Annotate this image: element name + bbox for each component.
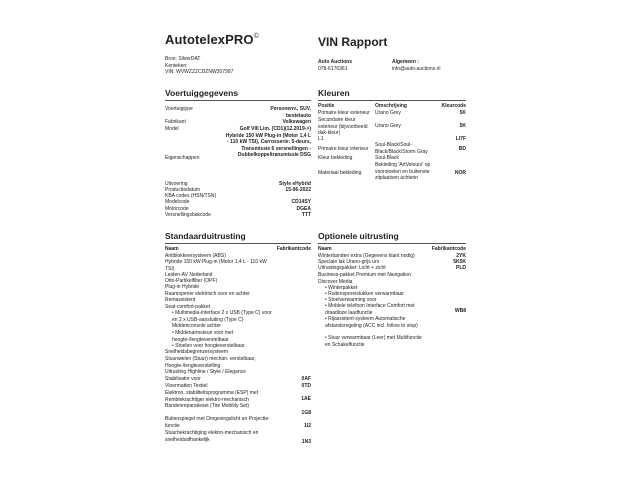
standard-section-title: Standaarduitrusting [165, 231, 246, 241]
standard-item: Hybride 150 kW Plug-in (Motor 1,4 L - 110 kW TSI) [165, 259, 267, 272]
color-code: NOR [454, 170, 466, 176]
vehicle-value: Style eHybrid [279, 181, 311, 187]
standard-item: • Stoelen voor hoogteverstelbaar [172, 343, 245, 349]
vehicle-value: CD14SY [291, 199, 311, 205]
colors-header-description: Omschrijving [375, 103, 407, 109]
vehicle-value: Personenv., SUV, bestelauto [270, 106, 311, 119]
general-label: Algemeen : [392, 59, 419, 65]
color-code: 5K [459, 123, 466, 129]
vehicle-label: Uitvoering [165, 181, 188, 187]
standard-item-code: 0TD [301, 383, 311, 389]
colors-section-title: Kleuren [318, 88, 350, 98]
standard-header-code: Fabrikantcode [276, 246, 311, 252]
vehicle-value: TTT [301, 212, 311, 218]
optional-item-code: 5K5K [453, 259, 466, 265]
autotelex-logo [165, 32, 259, 47]
color-position: Primaire kleur interieur [318, 146, 369, 152]
standard-item-code: 1AE [301, 396, 311, 402]
standard-item: Raamopener elektrisch voor en achter [165, 291, 250, 297]
colors-header-code: Kleurcode [441, 103, 466, 109]
company-phone: 078-6176361 [318, 65, 348, 72]
optional-rule [318, 243, 466, 244]
vehicle-rule [165, 100, 311, 101]
vehicle-label: KBA codes (HSN/TSN) [165, 193, 217, 199]
color-code: LI7F [455, 136, 466, 142]
optional-header-code: Fabrikantcode [431, 246, 466, 252]
standard-item: Stuurbekrachtiging elektro-mechanisch en snelheidsafhankelijk [165, 430, 259, 443]
color-description: Soul-Black/Soul-Black/Black/Storm Gray [375, 142, 428, 155]
source-row: Bron: SilverDAT [165, 56, 201, 62]
company-block [318, 59, 352, 72]
standard-item: Remassistent [165, 297, 196, 303]
vehicle-section-title: Voertuiggegevens [165, 88, 239, 98]
vehicle-value: Volkswagen [282, 119, 311, 125]
standard-item: Buitenspiegel met Omgevingslicht en Projectie-functie [165, 416, 270, 429]
vehicle-label: Eigenschappen [165, 155, 200, 161]
general-block [392, 59, 440, 72]
standard-item: Bandenreparatieset (Tire Mobility Set) [165, 403, 250, 409]
vehicle-label: Model [165, 126, 179, 132]
standard-item: Antiblokkeersysteem (ABS) [165, 253, 226, 259]
optional-item-code: 2YK [456, 253, 466, 259]
vehicle-label: Versnellingsbakcode [165, 212, 211, 218]
color-description: Soul-Black [375, 155, 399, 161]
standard-header-name: Naam [165, 246, 179, 252]
plate-row: Kenteken: [165, 62, 188, 69]
optional-item-code: WB8 [454, 308, 466, 314]
color-position: Secundaire kleur exterieur (bijvoorbeeld dak-kleur) [318, 117, 368, 137]
standard-item: Elektron. stabiliteitsprogramma (ESP) met Remblekrachtiger elektro-mechanisch [165, 390, 259, 403]
optional-item: • Ruitensproeistukken verwarmbaar [325, 291, 405, 297]
colors-header-position: Positie [318, 103, 335, 109]
standard-item: • Middenarmsteun voor met hoogte-/lengteverstelbaar [172, 330, 234, 343]
vehicle-value: DGEA [296, 206, 311, 212]
optional-header-name: Naam [318, 246, 332, 252]
vehicle-label: Voertuigtype [165, 106, 193, 112]
optional-item: • Stuur verwarmbaar (Leer) met Multifunctie en Schakelfunctie [325, 335, 422, 348]
logo-text: AutotelexPRO [165, 32, 254, 47]
optional-item-code: PLD [456, 265, 466, 271]
colors-table [318, 103, 466, 193]
standard-item: Seat-comfort-pakket [165, 304, 211, 310]
optional-item: Speciale lak Urano-grijs uni [318, 259, 379, 265]
color-position: Materiaal bekleding [318, 170, 362, 176]
optional-item: • Rijassistent-systeem Automatische afstandsregeling (ACC incl. follow to stop) [325, 316, 418, 329]
vehicle-value: Golf VIII Lim. (CD1)(12.2019->) Hybride 150 kW Plug-in (Motor 1,4 L - 110 kW TSI), Carrosserie: 5-deurs, Transmissie 6 versnellingen - Dubbelkoppeltransmissie DSG [225, 126, 311, 159]
color-code: BD [458, 146, 466, 152]
document-title: VIN Rapport [318, 35, 388, 49]
color-code: 5K [459, 110, 466, 116]
vehicle-label: Productiedatum [165, 187, 201, 193]
standard-item: Stuurwielen (Stuur) mechan. verstelbaar, Hoogte-/lengteverstelling [165, 356, 256, 369]
standard-item: Plug-in Hybride [165, 284, 200, 290]
optional-section-title: Optionele uitrusting [318, 231, 399, 241]
optional-item: • Mobiele telefoon Interface Comfort met draadloze laadfunctie [325, 303, 415, 316]
vehicle-table [165, 106, 311, 222]
standard-item-code: 1I2 [304, 423, 311, 429]
optional-item: Winterbanden extra (Gegevens klant nodig) [318, 253, 415, 259]
vehicle-label: Motorcode [165, 206, 189, 212]
color-description: Urano Grey [375, 123, 401, 129]
standard-item: Uitrusting Highline / Style / Elegance [165, 369, 246, 375]
color-description: Bekleding 'ArtVelours' op voorstoelen en buitenste zitplaatsen achterin [375, 162, 431, 182]
vehicle-label: Modelcode [165, 199, 190, 205]
standard-item-code: 0AF [301, 376, 311, 382]
logo-mark: © [253, 33, 259, 40]
standard-table [165, 246, 311, 458]
standard-item: Snelheidsbegrenzersysteem [165, 349, 229, 355]
standard-item: • Multimedia-interface 2 x USB (Type C) voor en 2 x USB-aansluiting (Type C) Middenconsole achter [172, 310, 272, 330]
optional-item: Uitrustingspakket: Licht + zicht [318, 265, 386, 271]
color-position: L1 [318, 136, 324, 142]
optional-table [318, 246, 466, 356]
color-position: Primaire kleur exterieur [318, 110, 370, 116]
vehicle-label: Fabrikant [165, 119, 186, 125]
standard-item: Leiden-AV Nederland [165, 272, 213, 278]
source-block [165, 56, 233, 76]
standard-item: Otto-Partikelfilter (OPF) [165, 278, 218, 284]
standard-item: Vloermatten Textiel [165, 383, 208, 389]
company-name: Auto Auctions [318, 59, 352, 65]
optional-item: • Stoelverwarming voor [325, 297, 377, 303]
standard-item-code: 1G8 [301, 410, 311, 416]
colors-rule [318, 100, 466, 101]
optional-item: Business-pakket Premium met Navigation Discover Media [318, 272, 411, 285]
general-email: info@auto-auctions.nl [392, 65, 441, 72]
standard-item: Stabilisator voor [165, 376, 201, 382]
vehicle-value: 15-06-2022 [285, 187, 311, 193]
standard-rule [165, 243, 311, 244]
optional-item: • Winterpakket [325, 285, 358, 291]
color-description: Urano Grey [375, 110, 401, 116]
standard-item-code: 1N3 [301, 439, 311, 445]
color-position: Kleur bekleding [318, 155, 353, 161]
vin-row: VIN: WVWZZZCDZNW307997 [165, 69, 234, 76]
